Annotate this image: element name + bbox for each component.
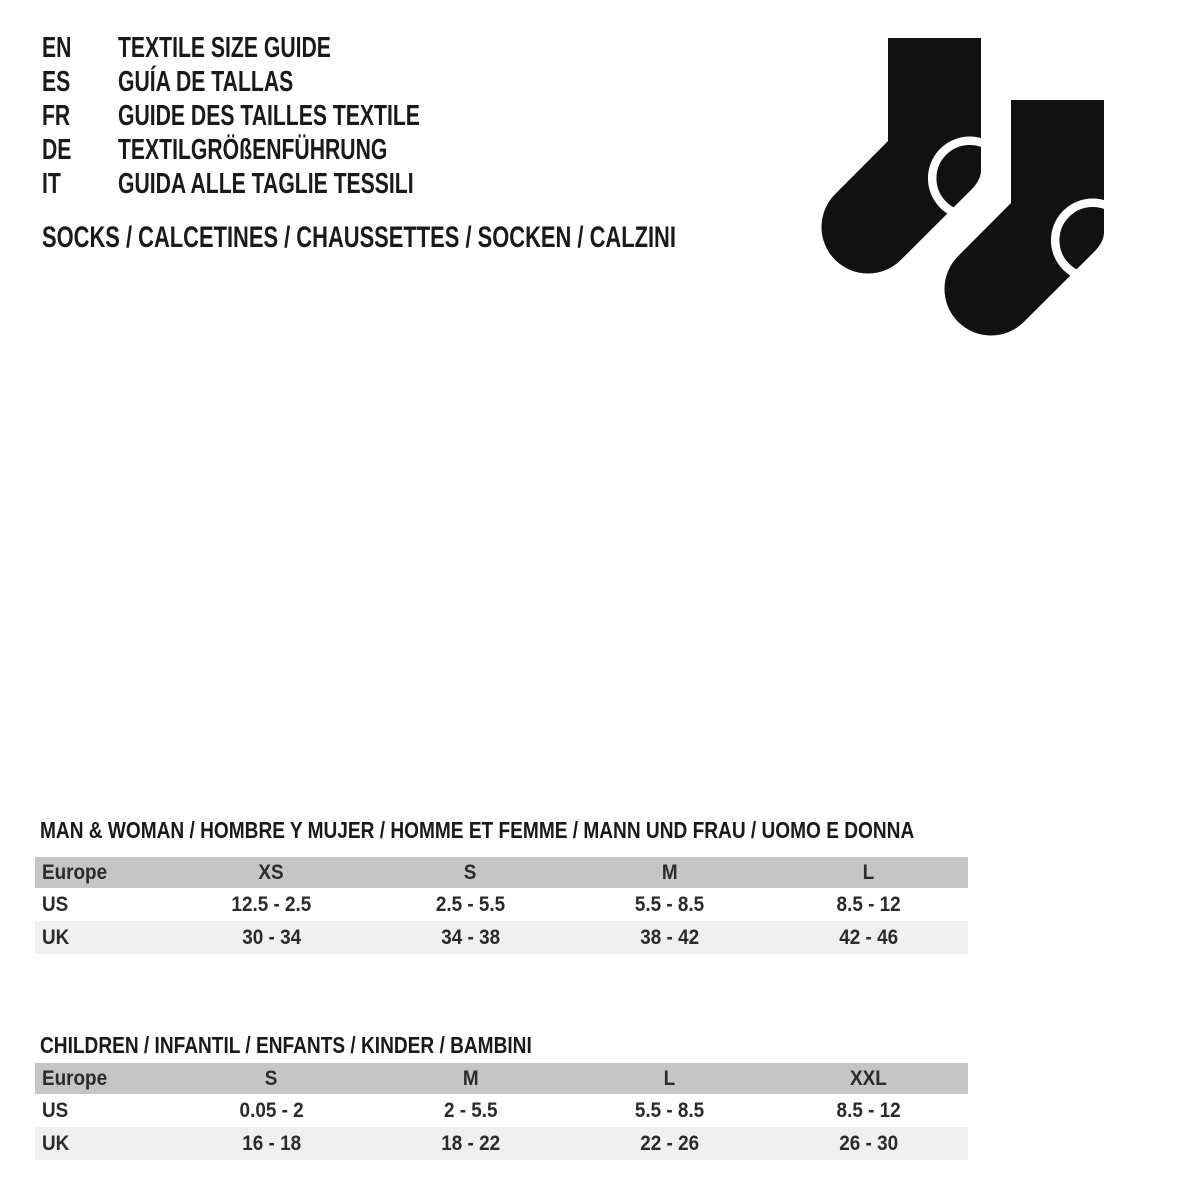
header-cell-size: S xyxy=(464,860,477,884)
language-row-en xyxy=(42,31,532,65)
size-value-cell: 0.05 - 2 xyxy=(239,1098,304,1122)
language-title-list xyxy=(42,31,532,201)
language-label: TEXTILGRÖßENFÜHRUNG xyxy=(118,133,388,166)
size-value-cell: 38 - 42 xyxy=(640,925,699,949)
size-value-cell: 8.5 - 12 xyxy=(836,1098,901,1122)
table-row-uk xyxy=(35,1127,968,1160)
language-label: TEXTILE SIZE GUIDE xyxy=(118,31,331,64)
row-label-cell: US xyxy=(42,892,69,916)
size-value-cell: 8.5 - 12 xyxy=(836,892,901,916)
size-value-cell: 5.5 - 8.5 xyxy=(634,1098,705,1122)
size-table-children xyxy=(35,1063,968,1160)
size-value-cell: 22 - 26 xyxy=(640,1131,699,1155)
table-row-us xyxy=(35,888,968,921)
size-value-cell: 12.5 - 2.5 xyxy=(231,892,312,916)
row-label-cell: US xyxy=(42,1098,69,1122)
language-code: FR xyxy=(42,99,71,132)
table-title-children: CHILDREN / INFANTIL / ENFANTS / KINDER / BAMBINI xyxy=(40,1032,532,1058)
header-cell-region: Europe xyxy=(42,860,108,884)
language-code: DE xyxy=(42,133,72,166)
size-table-man-woman xyxy=(35,857,968,954)
language-label: GUIDA ALLE TAGLIE TESSILI xyxy=(118,167,414,200)
table-row-us xyxy=(35,1094,968,1127)
language-code: ES xyxy=(42,65,71,98)
size-value-cell: 2.5 - 5.5 xyxy=(435,892,506,916)
category-line: SOCKS / CALCETINES / CHAUSSETTES / SOCKEN / CALZINI xyxy=(42,221,676,254)
size-value-cell: 16 - 18 xyxy=(242,1131,301,1155)
size-value-cell: 5.5 - 8.5 xyxy=(634,892,705,916)
size-value-cell: 34 - 38 xyxy=(441,925,500,949)
socks-icon xyxy=(818,30,1138,340)
header-cell-size: L xyxy=(663,1066,676,1090)
size-value-cell: 18 - 22 xyxy=(441,1131,500,1155)
header-cell-size: S xyxy=(265,1066,278,1090)
header-cell-region: Europe xyxy=(42,1066,108,1090)
language-code: EN xyxy=(42,31,72,64)
row-label-cell: UK xyxy=(42,1131,70,1155)
size-value-cell: 26 - 30 xyxy=(839,1131,898,1155)
table-row-uk xyxy=(35,921,968,954)
language-label: GUÍA DE TALLAS xyxy=(118,65,294,98)
table-header-row xyxy=(35,1063,968,1094)
language-row-fr xyxy=(42,99,532,133)
size-value-cell: 2 - 5.5 xyxy=(443,1098,498,1122)
language-row-de xyxy=(42,133,532,167)
header-cell-size: L xyxy=(862,860,875,884)
size-value-cell: 30 - 34 xyxy=(242,925,301,949)
table-header-row xyxy=(35,857,968,888)
size-value-cell: 42 - 46 xyxy=(839,925,898,949)
row-label-cell: UK xyxy=(42,925,70,949)
header-cell-size: M xyxy=(661,860,678,884)
language-row-it xyxy=(42,167,532,201)
header-cell-size: XS xyxy=(258,860,285,884)
language-label: GUIDE DES TAILLES TEXTILE xyxy=(118,99,420,132)
table-title-man-woman: MAN & WOMAN / HOMBRE Y MUJER / HOMME ET FEMME / MANN UND FRAU / UOMO E DONNA xyxy=(40,817,915,843)
header-cell-size: M xyxy=(462,1066,479,1090)
header-cell-size: XXL xyxy=(850,1066,887,1090)
language-row-es xyxy=(42,65,532,99)
language-code: IT xyxy=(42,167,61,200)
